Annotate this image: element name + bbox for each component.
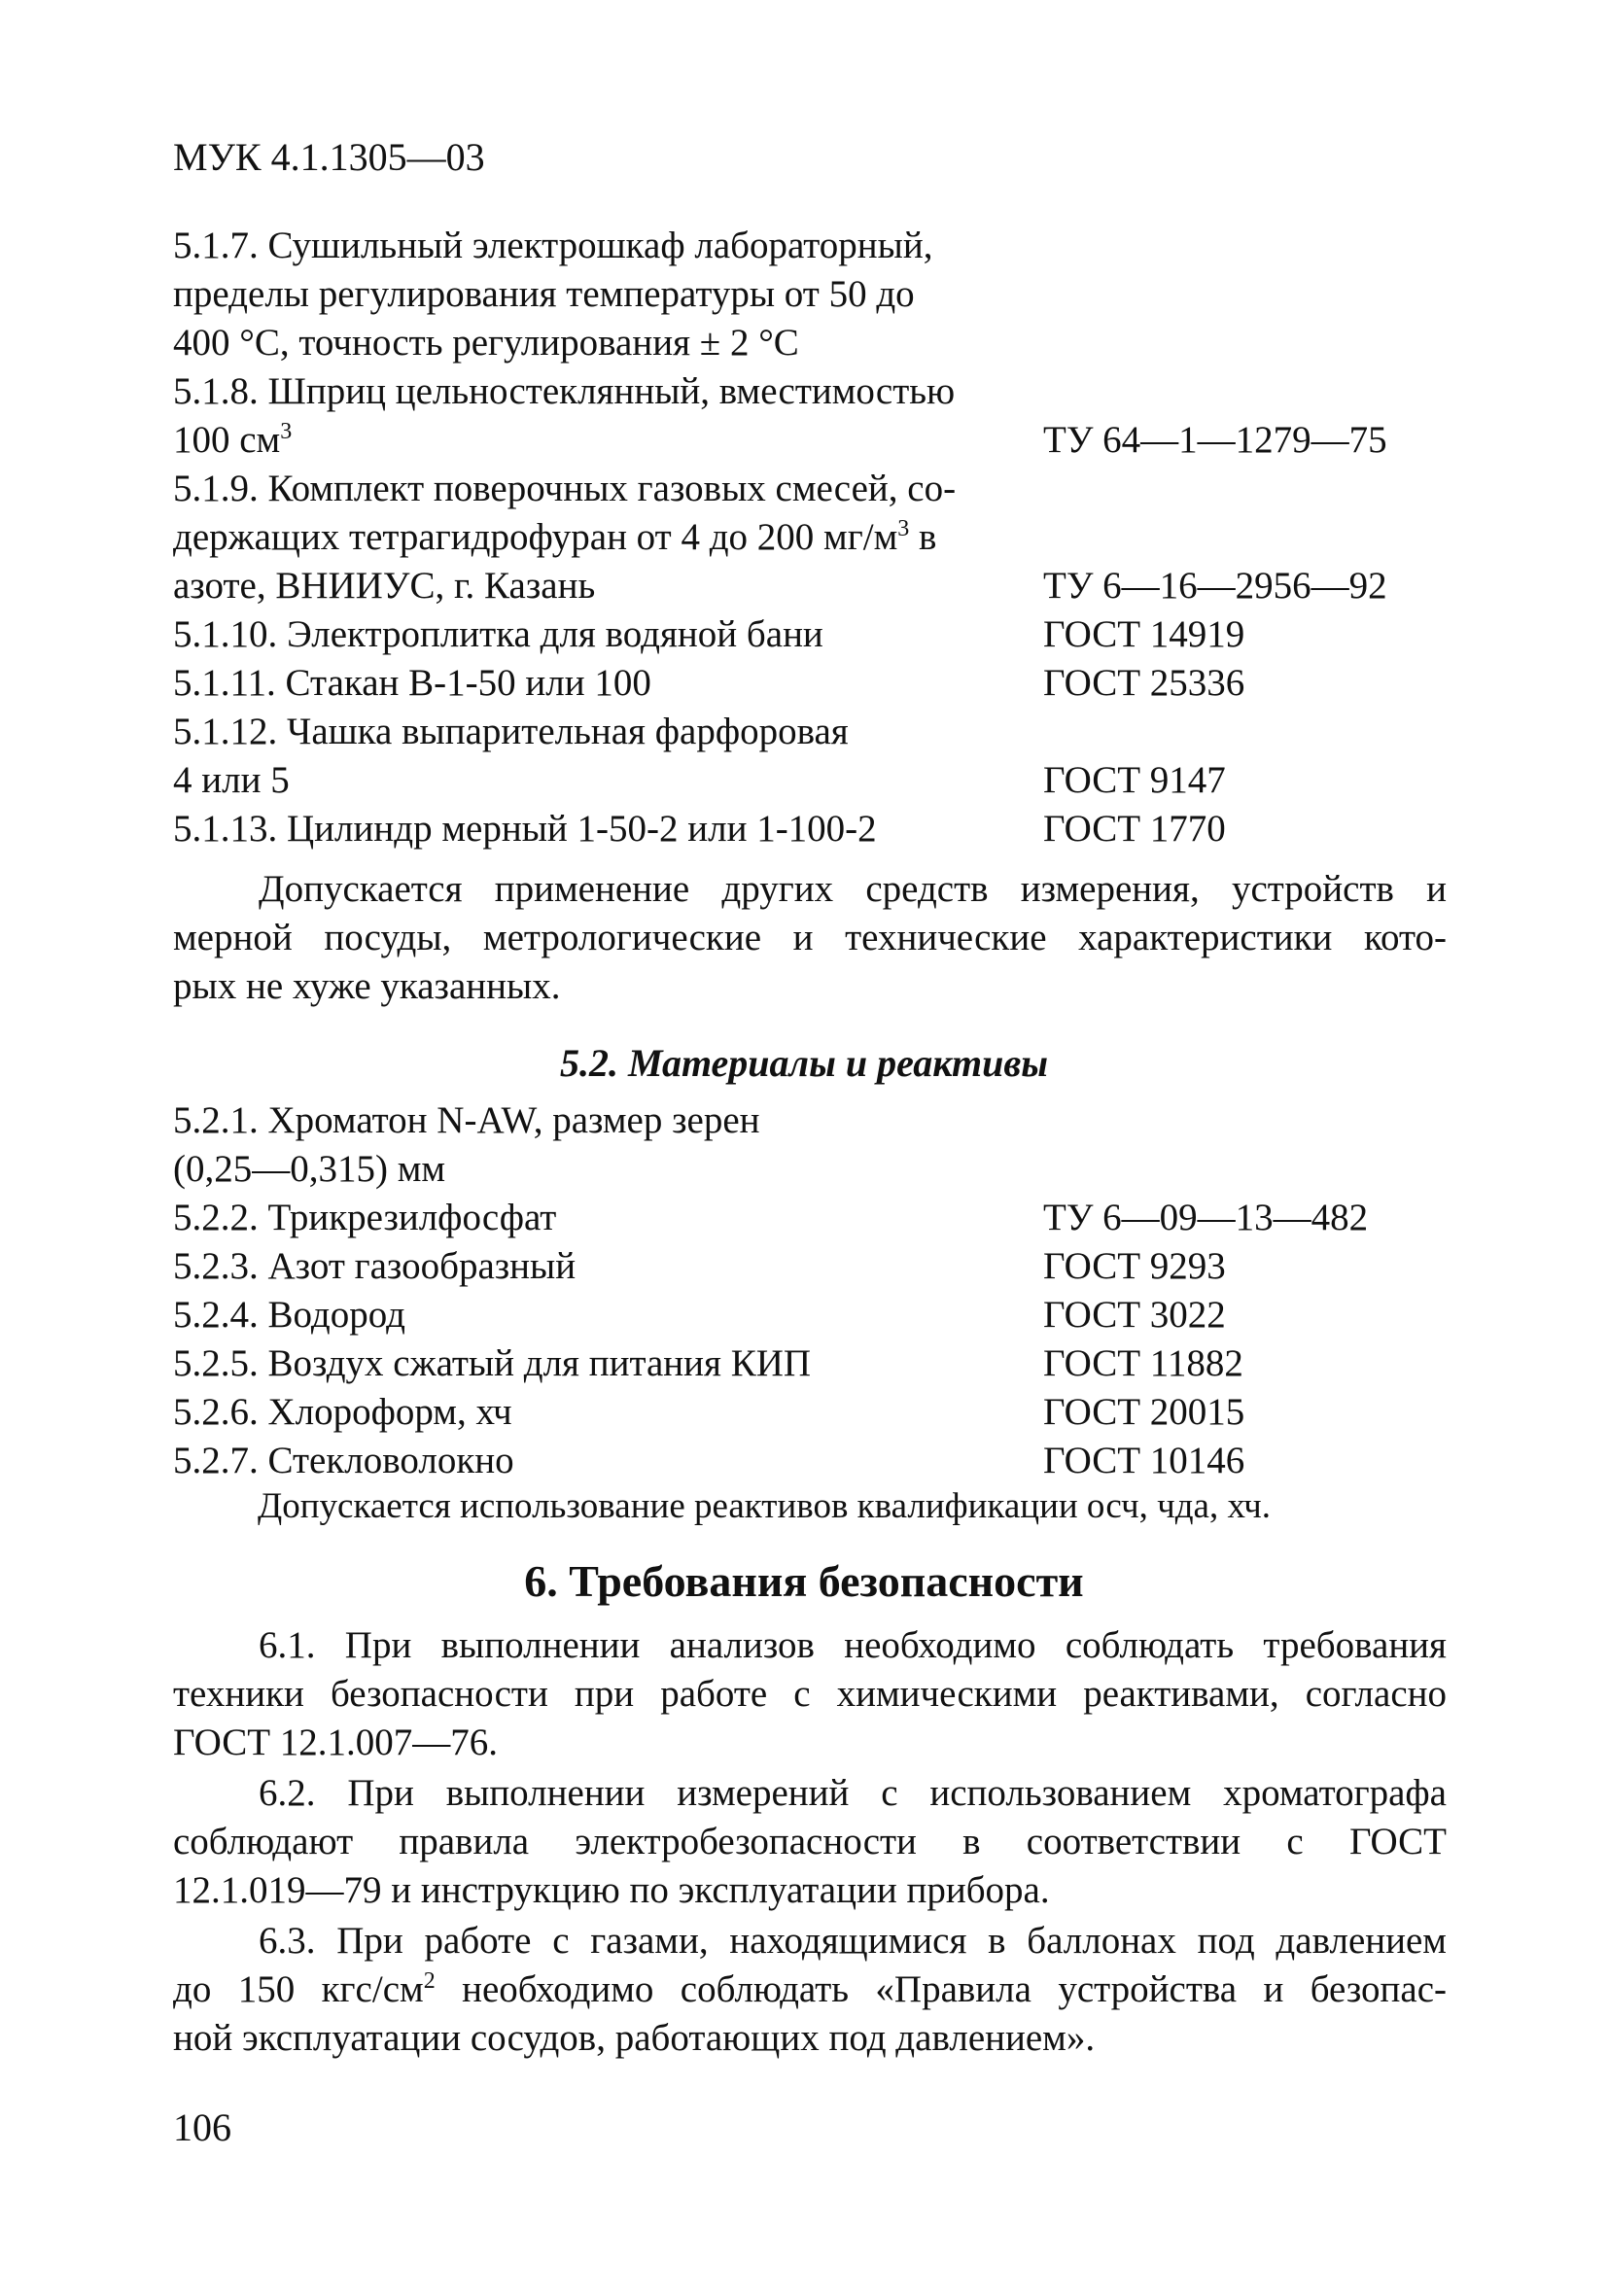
paragraph-line: ГОСТ 12.1.007—76. (173, 1722, 499, 1763)
superscript: 2 (423, 1968, 436, 1994)
item-text: 4 или 5 (173, 759, 290, 801)
item-text: 5.1.12. Чашка выпарительная фарфоровая (173, 711, 849, 752)
paragraph-line: техники безопасности при работе с химическими реактивами, согласно (173, 1673, 1447, 1715)
standard-reference: ГОСТ 1770 (1043, 808, 1226, 850)
safety-paragraph-6-3 (173, 1917, 1447, 2063)
item-text: 5.2.3. Азот газообразный (173, 1245, 577, 1287)
list-item (173, 1194, 1437, 1242)
item-text: 5.2.5. Воздух сжатый для питания КИП (173, 1342, 812, 1384)
paragraph-line (173, 1966, 1447, 2014)
paragraph-line: 6.2. При выполнении измерений с использованием хроматографа (259, 1772, 1447, 1814)
paragraph-line: 12.1.019—79 и инструкцию по эксплуатации прибора. (173, 1869, 1050, 1911)
standard-reference: ГОСТ 25336 (1043, 662, 1245, 704)
superscript: 3 (280, 419, 293, 444)
list-item (173, 805, 1437, 853)
standard-reference: ТУ 6—16—2956—92 (1043, 565, 1387, 607)
list-item (173, 1388, 1437, 1437)
list-item (173, 319, 1437, 367)
item-text: 5.2.1. Хроматон N-AW, размер зерен (173, 1099, 760, 1141)
paragraph-line: Допускается применение других средств измерения, устройств и (259, 868, 1447, 910)
standard-reference: ГОСТ 9293 (1043, 1245, 1226, 1287)
standard-reference: ГОСТ 3022 (1043, 1294, 1226, 1336)
document-code-header: МУК 4.1.1305—03 (173, 135, 485, 179)
list-item (173, 416, 1437, 465)
item-text-continuation: в (909, 516, 937, 558)
list-item (173, 270, 1437, 319)
list-item (173, 222, 1437, 270)
standard-reference: ГОСТ 10146 (1043, 1440, 1245, 1481)
equipment-list (173, 222, 1437, 853)
list-item (173, 465, 1437, 513)
item-text: 5.1.9. Комплект поверочных газовых смесей, со- (173, 468, 957, 509)
list-item (173, 1145, 1437, 1194)
item-text: 400 °С, точность регулирования ± 2 °С (173, 322, 799, 364)
list-item (173, 659, 1437, 708)
item-text: 5.2.7. Стекловолокно (173, 1440, 514, 1481)
item-text: 5.2.6. Хлороформ, хч (173, 1391, 512, 1433)
item-text: 5.1.8. Шприц цельностеклянный, вместимостью (173, 370, 956, 412)
list-item (173, 1339, 1437, 1388)
list-item (173, 708, 1437, 756)
paragraph-line: ной эксплуатации сосудов, работающих под давлением». (173, 2017, 1096, 2059)
item-text: 5.1.10. Электроплитка для водяной бани (173, 613, 823, 655)
list-item (173, 562, 1437, 610)
safety-paragraph-6-2 (173, 1769, 1447, 1915)
standard-reference: ГОСТ 9147 (1043, 759, 1226, 801)
list-item (173, 1096, 1437, 1145)
paragraph-line: 6.3. При работе с газами, находящимися в баллонах под давлением (259, 1920, 1447, 1962)
item-text: 5.1.11. Стакан В-1-50 или 100 (173, 662, 651, 704)
standard-reference: ТУ 64—1—1279—75 (1043, 419, 1387, 461)
list-item (173, 1291, 1437, 1339)
paragraph-line: соблюдают правила электробезопасности в соответствии с ГОСТ (173, 1821, 1447, 1862)
standard-reference: ГОСТ 20015 (1043, 1391, 1245, 1433)
list-item (173, 756, 1437, 805)
section-6-heading: 6. Требования безопасности (524, 1556, 1084, 1606)
list-item (173, 1437, 1437, 1485)
safety-paragraph-6-1 (173, 1621, 1447, 1767)
item-text: 100 см (173, 419, 281, 461)
standard-reference: ТУ 6—09—13—482 (1043, 1197, 1369, 1238)
materials-note: Допускается использование реактивов квалификации осч, чда, хч. (258, 1486, 1271, 1526)
item-text: держащих тетрагидрофуран от 4 до 200 мг/м (173, 516, 898, 558)
section-5-2-heading: 5.2. Материалы и реактивы (559, 1041, 1049, 1085)
item-text: (0,25—0,315) мм (173, 1148, 446, 1190)
paragraph-line: рых не хуже указанных. (173, 965, 561, 1007)
standard-reference: ГОСТ 14919 (1043, 613, 1245, 655)
superscript: 3 (897, 516, 910, 541)
paragraph-line: 6.1. При выполнении анализов необходимо соблюдать требования (259, 1624, 1447, 1666)
list-item (173, 610, 1437, 659)
item-text: 5.1.13. Цилиндр мерный 1-50-2 или 1-100-2 (173, 808, 877, 850)
item-text: азоте, ВНИИУС, г. Казань (173, 565, 596, 607)
line-text: до 150 кгс/см (173, 1968, 424, 2010)
list-item (173, 513, 1437, 562)
page-number: 106 (173, 2105, 231, 2149)
item-text: 5.2.4. Водород (173, 1294, 405, 1336)
materials-list (173, 1096, 1437, 1485)
line-text: необходимо соблюдать «Правила устройства и безопас- (435, 1968, 1447, 2010)
item-text: пределы регулирования температуры от 50 до (173, 273, 915, 315)
equipment-note-paragraph (173, 865, 1447, 1011)
item-text: 5.1.7. Сушильный электрошкаф лабораторный, (173, 225, 933, 266)
paragraph-line: мерной посуды, метрологические и технические характеристики кото- (173, 917, 1447, 958)
list-item (173, 367, 1437, 416)
item-text: 5.2.2. Трикрезилфосфат (173, 1197, 557, 1238)
list-item (173, 1242, 1437, 1291)
standard-reference: ГОСТ 11882 (1043, 1342, 1243, 1384)
